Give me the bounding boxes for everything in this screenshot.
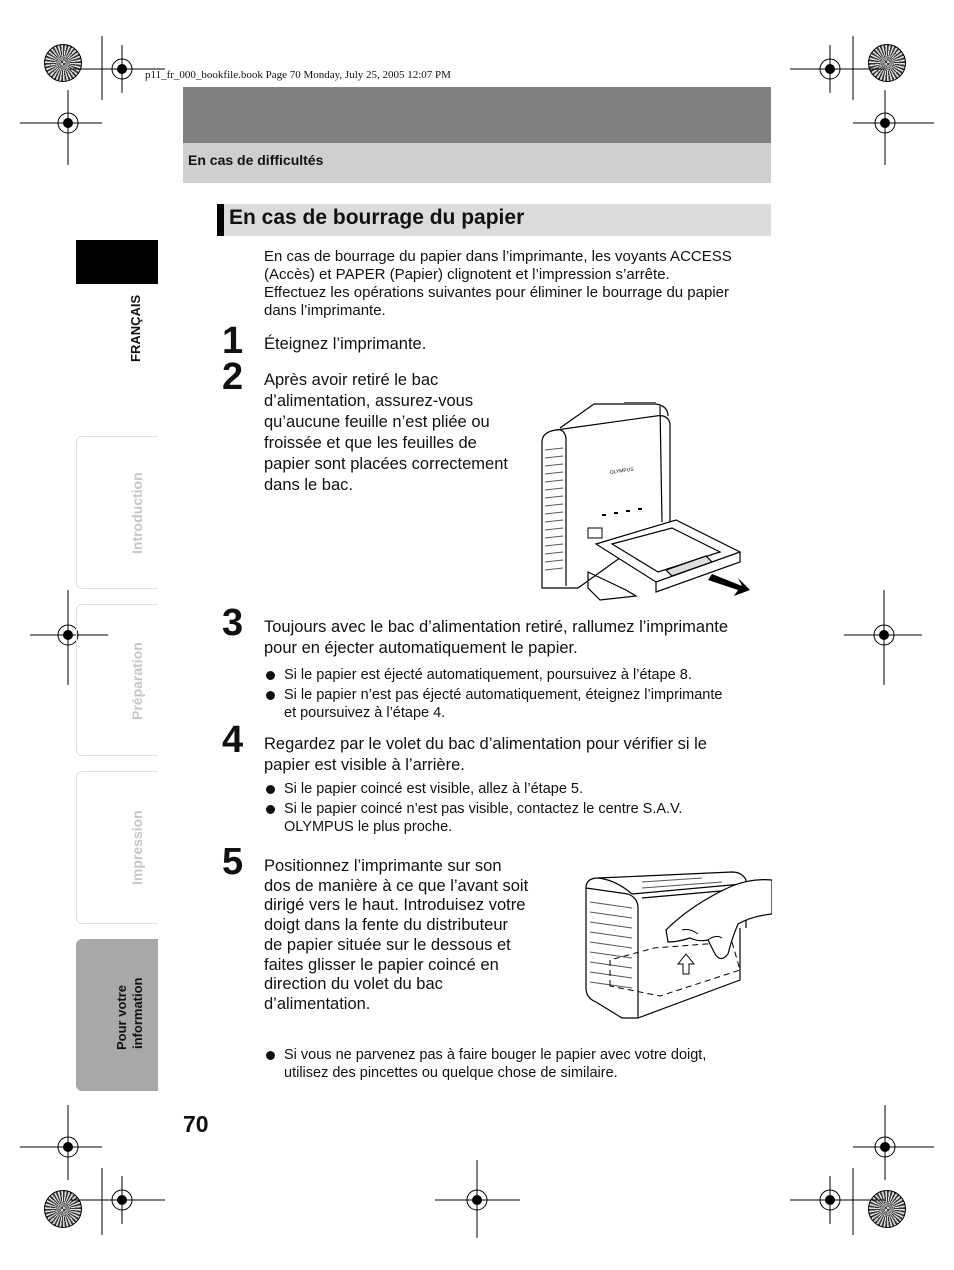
- bullet-dot-icon: [266, 805, 275, 814]
- crop-target-bottom-left: [20, 1100, 170, 1240]
- step-text: [264, 617, 774, 659]
- bullet-item: [266, 780, 776, 798]
- bullet-dot-icon: [266, 1051, 275, 1060]
- bullet-line: Si le papier coincé est visible, allez à l’étape 5.: [284, 781, 584, 797]
- step-number: 4: [222, 719, 244, 761]
- bullet-line: Si le papier coincé n’est pas visible, contactez le centre S.A.V.: [284, 801, 683, 817]
- tab-pour-votre-information[interactable]: [76, 939, 158, 1091]
- bullet-line: Si le papier est éjecté automatiquement, poursuivez à l’étape 8.: [284, 667, 692, 683]
- intro-line: dans l’imprimante.: [264, 302, 386, 319]
- printer-paper-jam-illustration: [582, 868, 772, 1022]
- step-line: dirigé vers le haut. Introduisez votre: [264, 896, 526, 915]
- step-line: qu’aucune feuille n’est pliée ou: [264, 413, 490, 431]
- header-title: En cas de difficultés: [188, 152, 324, 168]
- step-number: 2: [222, 356, 244, 398]
- step-line: faites glisser le papier coincé en: [264, 955, 499, 974]
- step-line: Après avoir retiré le bac: [264, 371, 439, 389]
- step-line: dos de manière à ce que l’avant soit: [264, 876, 529, 895]
- step-line: papier est visible à l’arrière.: [264, 756, 465, 774]
- tab-pour-votre-line2: information: [130, 977, 145, 1049]
- crop-target-bottom-center: [430, 1160, 530, 1240]
- bullet-line: Si vous ne parvenez pas à faire bouger le papier avec votre doigt,: [284, 1047, 707, 1063]
- printer-brand-label: OLYMPUS: [609, 466, 635, 476]
- intro-line: (Accès) et PAPER (Papier) clignotent et l’impression s’arrête.: [264, 266, 670, 283]
- bullet-line: et poursuivez à l’étape 4.: [284, 705, 446, 721]
- step-line: direction du volet du bac: [264, 975, 443, 994]
- tab-francais-marker: [76, 240, 158, 284]
- step-line: d’alimentation.: [264, 994, 371, 1013]
- bullet-line: Si le papier n’est pas éjecté automatiquement, éteignez l’imprimante: [284, 687, 723, 703]
- section-title: En cas de bourrage du papier: [229, 206, 525, 229]
- bullet-line: utilisez des pincettes ou quelque chose de similaire.: [284, 1065, 618, 1081]
- page-number: 70: [183, 1111, 209, 1137]
- step-line: de papier située sur le dessous et: [264, 935, 511, 954]
- bullet-item: [266, 666, 776, 684]
- intro-paragraph: [264, 248, 774, 320]
- tab-francais-label: FRANÇAIS: [128, 294, 143, 362]
- step-line: Éteignez l’imprimante.: [264, 335, 427, 353]
- step-text: [264, 857, 564, 1015]
- bullet-item: [266, 686, 776, 722]
- step-line: Regardez par le volet du bac d’alimentation pour vérifier si le: [264, 735, 707, 753]
- crop-target-mid-right: [844, 590, 924, 690]
- tab-pour-votre-line1: Pour votre: [114, 984, 129, 1050]
- book-meta-line: p11_fr_000_bookfile.book Page 70 Monday, July 25, 2005 12:07 PM: [145, 69, 451, 81]
- intro-line: Effectuez les opérations suivantes pour éliminer le bourrage du papier: [264, 284, 729, 301]
- crop-target-top-left: [20, 30, 170, 170]
- tab-introduction[interactable]: [76, 436, 158, 589]
- tab-preparation[interactable]: [76, 604, 158, 756]
- step-number: 1: [222, 320, 244, 362]
- step-text: [264, 370, 534, 496]
- step-line: papier sont placées correctement: [264, 455, 508, 473]
- tab-preparation-label: Préparation: [129, 642, 145, 720]
- step-number: 3: [222, 602, 244, 644]
- header-bar-dark: [183, 87, 771, 143]
- intro-line: En cas de bourrage du papier dans l’imprimante, les voyants ACCESS: [264, 248, 732, 265]
- bullet-line: OLYMPUS le plus proche.: [284, 819, 453, 835]
- step-line: d’alimentation, assurez-vous: [264, 392, 474, 410]
- step-line: doigt dans la fente du distributeur: [264, 916, 508, 935]
- step-line: dans le bac.: [264, 476, 353, 494]
- tab-introduction-label: Introduction: [129, 472, 145, 554]
- printer-tray-illustration: [536, 402, 752, 602]
- step-line: pour en éjecter automatiquement le papier.: [264, 639, 578, 657]
- bullet-dot-icon: [266, 785, 275, 794]
- step-text: [264, 334, 426, 355]
- step-number: 5: [222, 841, 244, 883]
- step-text: [264, 734, 774, 776]
- step-line: froissée et que les feuilles de: [264, 434, 477, 452]
- bullet-item: [266, 1046, 776, 1082]
- tab-impression[interactable]: [76, 771, 158, 924]
- bullet-item: [266, 800, 776, 836]
- bullet-dot-icon: [266, 691, 275, 700]
- crop-target-top-right: [785, 30, 935, 170]
- bullet-dot-icon: [266, 671, 275, 680]
- step-line: Toujours avec le bac d’alimentation retiré, rallumez l’imprimante: [264, 618, 729, 636]
- crop-target-bottom-right: [785, 1100, 935, 1240]
- step-line: Positionnez l’imprimante sur son: [264, 857, 502, 875]
- tab-impression-label: Impression: [129, 810, 145, 886]
